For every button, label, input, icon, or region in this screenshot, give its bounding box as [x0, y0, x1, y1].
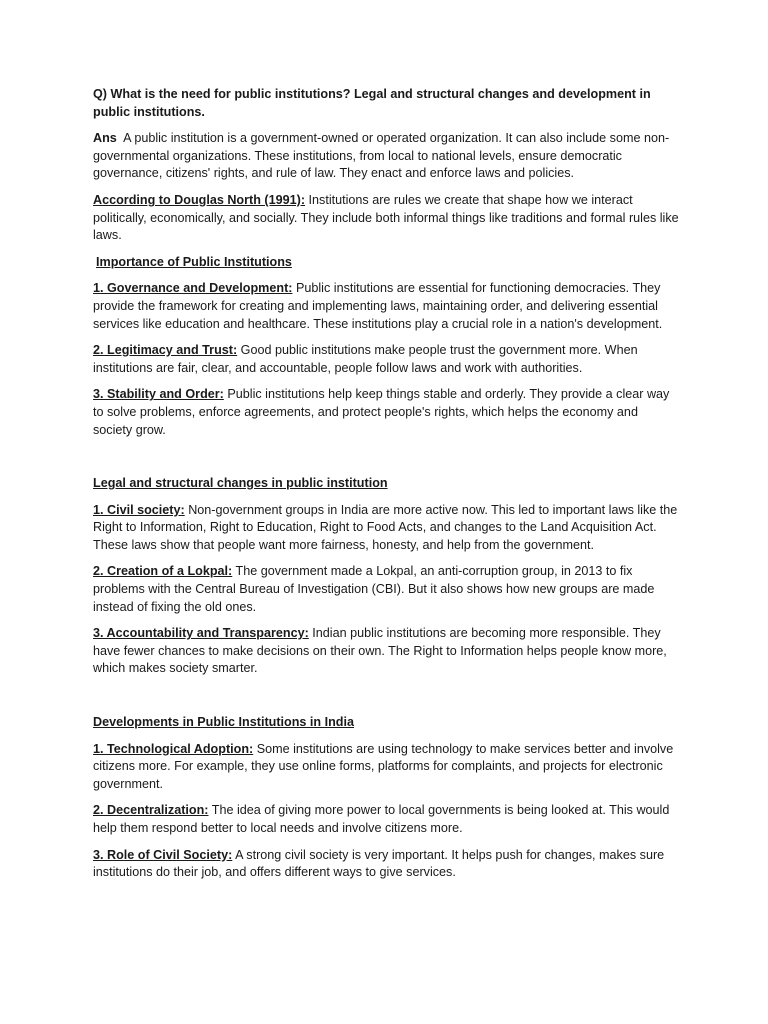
developments-heading: Developments in Public Institutions in India	[93, 715, 354, 730]
development-item	[93, 847, 679, 882]
legal-item	[93, 502, 679, 555]
development-item-text: A strong civil society is very important. It helps push for changes, makes sure institutions do their job, and offers different ways to give services.	[93, 847, 665, 880]
answer-paragraph	[93, 130, 679, 183]
development-item-label: 3. Role of Civil Society:	[93, 847, 233, 862]
section-gap	[93, 687, 679, 714]
document-page	[93, 86, 679, 891]
importance-item	[93, 280, 679, 333]
legal-item	[93, 625, 679, 678]
legal-item-text: Indian public institutions are becoming more responsible. They have fewer chances to make decisions on their own. The Right to Information helps people know more, which makes society smarter.	[93, 626, 667, 676]
legal-changes-heading: Legal and structural changes in public institution	[93, 476, 388, 491]
north-definition-paragraph	[93, 192, 679, 245]
legal-item-label: 2. Creation of a Lokpal:	[93, 564, 233, 579]
development-item-label: 2. Decentralization:	[93, 803, 209, 818]
development-item	[93, 802, 679, 837]
development-item-text: The idea of giving more power to local governments is being looked at. This would help them respond better to local needs and involve citizens more.	[93, 803, 670, 835]
legal-item-text: The government made a Lokpal, an anti-corruption group, in 2013 to fix problems with the Central Bureau of Investigation (CBI). But it also shows how new groups are made instead of fixing the old ones.	[93, 564, 655, 614]
importance-item	[93, 342, 679, 377]
section-gap	[93, 448, 679, 475]
development-item	[93, 741, 679, 794]
importance-heading: Importance of Public Institutions	[96, 254, 292, 269]
importance-item-text: Good public institutions make people trust the government more. When institutions are fair, clear, and accountable, people follow laws and work with authorities.	[93, 343, 638, 375]
legal-item-label: 3. Accountability and Transparency:	[93, 626, 309, 641]
importance-item-text: Public institutions are essential for functioning democracies. They provide the framework for creating and implementing laws, maintaining order, and delivering essential services like education and healthcare. These institutions play a crucial role in a nation's development.	[93, 281, 663, 331]
question-heading: Q) What is the need for public institutions? Legal and structural changes and development in public institutions.	[93, 87, 651, 119]
legal-item-text: Non-government groups in India are more active now. This led to important laws like the Right to Information, Right to Education, Right to Food Acts, and changes to the Land Acquisition Act. These laws show that people want more fairness, honesty, and help from the government.	[93, 502, 678, 552]
legal-item	[93, 563, 679, 616]
legal-item-label: 1. Civil society:	[93, 502, 185, 517]
north-label: According to Douglas North (1991):	[93, 192, 306, 207]
importance-item-label: 3. Stability and Order:	[93, 387, 224, 402]
importance-item	[93, 386, 679, 439]
importance-item-label: 1. Governance and Development:	[93, 281, 293, 296]
importance-item-label: 2. Legitimacy and Trust:	[93, 343, 238, 358]
development-item-text: Some institutions are using technology to make services better and involve citizens more. For example, they use online forms, platforms for complaints, and projects for electronic government.	[93, 741, 674, 791]
importance-item-text: Public institutions help keep things stable and orderly. They provide a clear way to solve problems, enforce agreements, and protect people's rights, which helps the economy and society grow.	[93, 387, 670, 437]
north-text: Institutions are rules we create that shape how we interact politically, economically, and socially. They include both informal things like traditions and formal rules like laws.	[93, 192, 679, 243]
answer-label: Ans	[93, 131, 117, 146]
development-item-label: 1. Technological Adoption:	[93, 741, 254, 756]
answer-text: A public institution is a government-owned or operated organization. It can also include some non-governmental organizations. These institutions, from local to national levels, ensure democratic governance, citizens' rights, and rule of law. They enact and enforce laws and policies.	[93, 131, 670, 181]
